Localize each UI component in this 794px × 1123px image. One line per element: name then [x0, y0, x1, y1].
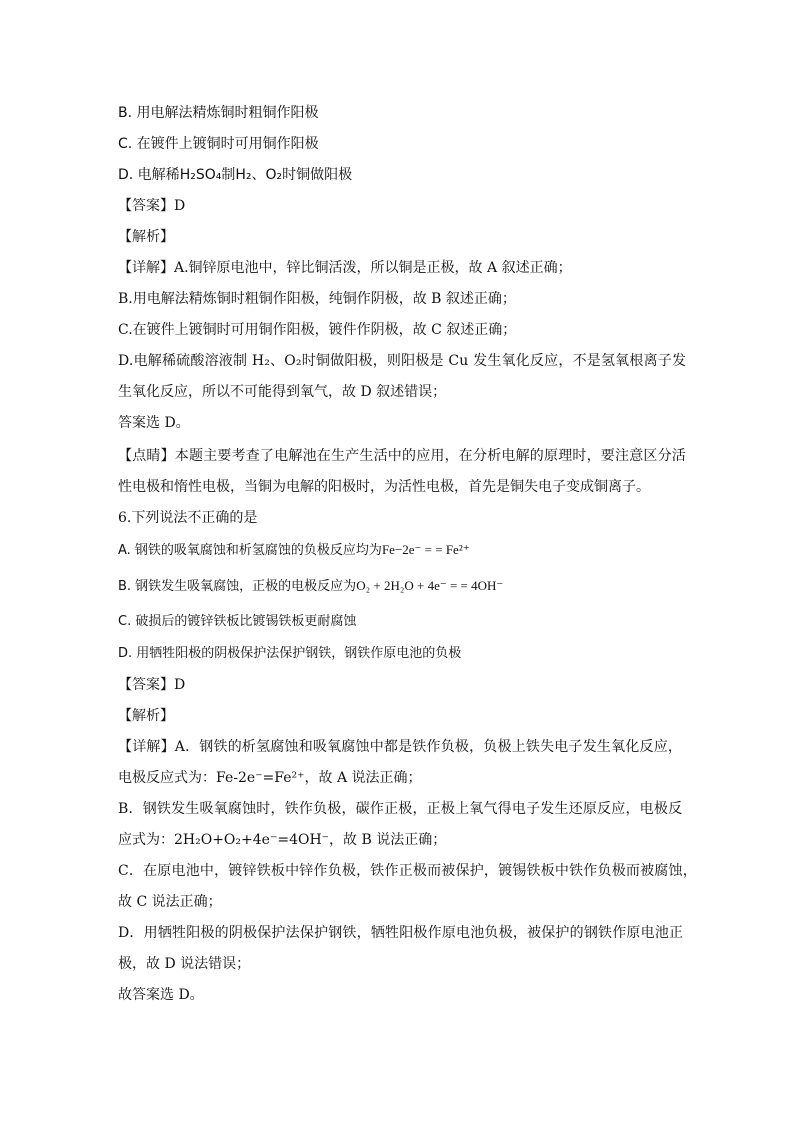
q5-remark-line1: 【点睛】本题主要考查了电解池在生产生活中的应用，在分析电解的原理时，要注意区分活	[118, 448, 686, 464]
q6-option-b	[118, 576, 688, 597]
q6-detail-c-line2: 故 C 说法正确；	[118, 894, 222, 910]
q6-option-b-formula: O₂ + 2H₂O + 4e⁻ = = 4OH⁻	[356, 578, 504, 593]
q6-detail-a-line2: 电极反应式为：Fe-2e⁻=Fe²⁺，故 A 说法正确；	[118, 770, 422, 786]
q5-option-d-prefix: D. 电解稀	[118, 167, 180, 183]
q6-option-d: D. 用牺牲阳极的阴极保护法保护钢铁，钢铁作原电池的负极	[118, 646, 462, 661]
q5-option-b: B. 用电解法精炼铜时粗铜作阳极	[118, 105, 319, 121]
q6-option-a-text: A. 钢铁的吸氧腐蚀和析氢腐蚀的负极反应均为	[118, 543, 382, 558]
q6-detail-c-line1: C．在原电池中，镀锌铁板中锌作负极，铁作正极而被保护，镀锡铁板中铁作负极而被腐蚀，	[118, 863, 697, 879]
q6-option-a	[118, 540, 688, 561]
q6-stem: 6.下列说法不正确的是	[118, 510, 258, 526]
q5-detail-b: B.用电解法精炼铜时粗铜作阳极，纯铜作阴极，故 B 叙述正确；	[118, 291, 516, 307]
q5-option-d-suffix: 时铜做阳极	[282, 167, 353, 183]
q6-conclusion: 故答案选 D。	[118, 987, 204, 1003]
q5-detail-d-line1: D.电解稀硫酸溶液制 H₂、O₂时铜做阳极，则阳极是 Cu 发生氧化反应，不是氢氧根离子发	[118, 353, 687, 369]
q6-detail-b-line1: B．钢铁发生吸氧腐蚀时，铁作负极，碳作正极，正极上氧气得电子发生还原反应，电极反	[118, 801, 683, 817]
q5-answer: 【答案】D	[118, 198, 186, 214]
q6-detail-d-line1: D．用牺牲阳极的阴极保护法保护钢铁，牺牲阳极作原电池负极，被保护的钢铁作原电池正	[118, 925, 684, 941]
q5-detail-a: 【详解】A.铜锌原电池中，锌比铜活泼，所以铜是正极，故 A 叙述正确；	[118, 260, 572, 276]
q5-option-c: C. 在镀件上镀铜时可用铜作阳极	[118, 136, 319, 152]
q5-analysis-heading: 【解析】	[118, 229, 174, 245]
q5-option-d-h2so4: H₂SO₄	[179, 167, 222, 183]
q6-detail-a-line1: 【详解】A．钢铁的析氢腐蚀和吸氧腐蚀中都是铁作负极，负极上铁失电子发生氧化反应，	[118, 739, 683, 755]
q6-analysis-heading: 【解析】	[118, 708, 174, 724]
q6-detail-d-line2: 极，故 D 说法错误；	[118, 956, 251, 972]
q5-option-d-gases: H₂、O₂	[235, 167, 283, 183]
q5-conclusion: 答案选 D。	[118, 415, 190, 431]
q5-remark-line2: 性电极和惰性电极，当铜为电解的阳极时，为活性电极，首先是铜失电子变成铜离子。	[118, 479, 650, 495]
q5-detail-c: C.在镀件上镀铜时可用铜作阳极，镀件作阴极，故 C 叙述正确；	[118, 322, 517, 338]
q6-detail-b-line2: 应式为：2H₂O+O₂+4e⁻=4OH⁻，故 B 说法正确；	[118, 832, 447, 848]
q6-option-c: C. 破损后的镀锌铁板比镀锡铁板更耐腐蚀	[118, 614, 357, 629]
q6-option-a-formula: Fe−2e⁻ = = Fe²⁺	[381, 542, 470, 557]
q5-detail-d-line2: 生氧化反应，所以不可能得到氧气，故 D 叙述错误；	[118, 384, 447, 400]
q6-answer: 【答案】D	[118, 677, 186, 693]
q6-option-b-text: B. 钢铁发生吸氧腐蚀，正极的电极反应为	[118, 579, 357, 594]
q5-option-d	[118, 165, 688, 185]
q5-option-d-mid: 制	[221, 167, 236, 183]
